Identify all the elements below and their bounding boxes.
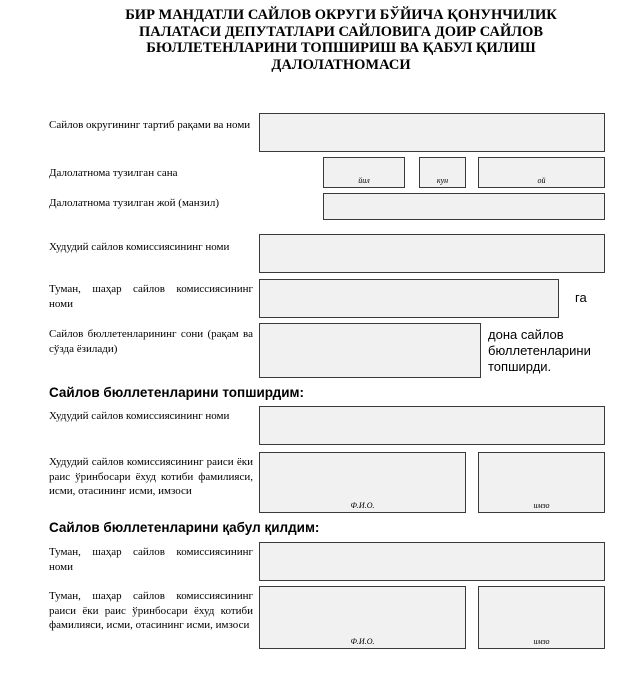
handed-fio-caption: Ф.И.О.: [350, 501, 375, 510]
date-month-caption: ой: [537, 176, 546, 185]
section-received-heading: Сайлов бюллетенларини қабул қилдим:: [49, 520, 320, 535]
received-fio-caption: Ф.И.О.: [350, 637, 375, 646]
handed-signature-caption: имзо: [533, 501, 550, 510]
title-line-3: БЮЛЛЕТЕНЛАРИНИ ТОПШИРИШ ВА ҚАБУЛ ҚИЛИШ: [146, 40, 536, 56]
received-signature-caption: имзо: [533, 637, 550, 646]
act-place-field[interactable]: [323, 193, 605, 220]
district-number-field[interactable]: [259, 113, 605, 152]
handed-signature-field[interactable]: [478, 452, 605, 513]
act-place-label: Далолатнома тузилган жой (манзил): [49, 197, 219, 209]
handed-commission-field[interactable]: [259, 406, 605, 445]
date-day-caption: кун: [436, 176, 449, 185]
title-line-2: ПАЛАТАСИ ДЕПУТАТЛАРИ САЙЛОВИГА ДОИР САЙЛОВ: [138, 23, 544, 40]
date-month-field[interactable]: [478, 157, 605, 188]
date-year-field[interactable]: [323, 157, 405, 188]
handed-commission-label: Худудий сайлов комиссиясининг номи: [49, 410, 230, 422]
document-title: [96, 7, 586, 73]
act-date-label: Далолатнома тузилган сана: [49, 167, 178, 179]
ballot-count-field[interactable]: [259, 323, 481, 378]
received-commission-field[interactable]: [259, 542, 605, 581]
title-line-4: ДАЛОЛАТНОМАСИ: [271, 56, 411, 73]
ballot-count-label: Сайлов бюллетенларининг сони (рақам ва сўзда ёзилади): [49, 328, 253, 355]
district-number-label: Сайлов округининг тартиб рақами ва номи: [49, 119, 251, 131]
ballot-count-suffix: дона сайлов бюллетенларини топширди.: [488, 327, 591, 374]
date-day-field[interactable]: [419, 157, 466, 188]
section-handed-heading: Сайлов бюллетенларини топширдим:: [49, 385, 305, 400]
received-fio-field[interactable]: [259, 586, 466, 649]
regional-commission-field[interactable]: [259, 234, 605, 273]
district-commission-field[interactable]: [259, 279, 559, 318]
date-year-caption: йил: [358, 176, 370, 185]
handed-signer-label: Худудий сайлов комиссиясининг раиси ёки раис ўринбосари ёхуд котиби фамилияси, исми, отасининг исми, имзоси: [49, 456, 253, 497]
regional-commission-label: Худудий сайлов комиссиясининг номи: [49, 241, 230, 253]
received-commission-label: Туман, шаҳар сайлов комиссиясининг номи: [49, 546, 253, 573]
handed-fio-field[interactable]: [259, 452, 466, 513]
title-line-1: БИР МАНДАТЛИ САЙЛОВ ОКРУГИ БЎЙИЧА ҚОНУНЧИЛИК: [125, 7, 557, 23]
received-signature-field[interactable]: [478, 586, 605, 649]
district-commission-label: Туман, шаҳар сайлов комиссиясининг номи: [49, 283, 253, 310]
received-signer-label: Туман, шаҳар сайлов комиссиясининг раиси ёки раис ўринбосари ёхуд котиби фамилияси, исми, отасининг исми, имзоси: [49, 590, 253, 631]
ga-suffix: га: [575, 290, 587, 305]
